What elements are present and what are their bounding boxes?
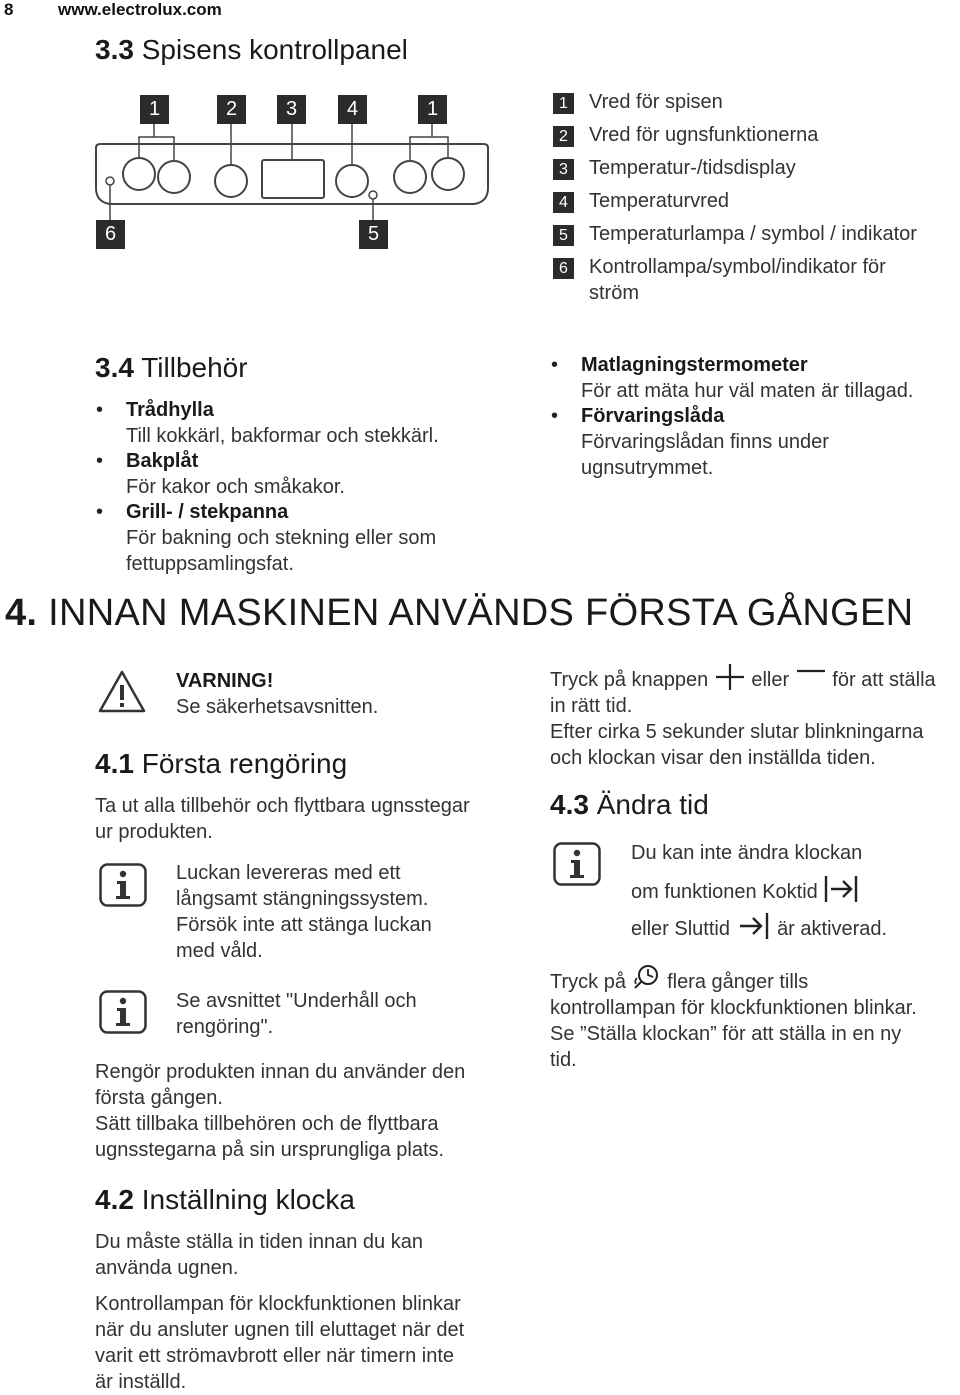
clock-function-icon	[632, 964, 662, 990]
text-line	[631, 911, 959, 942]
accessory-item	[96, 448, 526, 500]
text-line: Du kan inte ändra klockan	[631, 842, 863, 864]
section-title: Spisens kontrollpanel	[141, 34, 408, 65]
info-note	[176, 988, 536, 1040]
info-note	[631, 840, 959, 942]
section-3-3-heading	[95, 34, 408, 66]
paragraph	[550, 664, 960, 771]
paragraph	[95, 1229, 535, 1281]
text-line	[631, 874, 959, 905]
paragraph	[95, 1291, 535, 1395]
text-line: Försök inte att stänga luckan	[176, 914, 432, 936]
text-line: Se ”Ställa klockan” för att ställa in en ny	[550, 1023, 902, 1045]
section-number: 3.4	[95, 352, 134, 383]
diagram-label: 2	[217, 95, 246, 124]
text-line: Luckan levereras med ett	[176, 862, 401, 884]
text-line	[550, 664, 960, 693]
legend-number: 4	[553, 192, 574, 213]
section-3-4-heading	[95, 352, 248, 384]
paragraph	[95, 793, 535, 845]
accessory-name: Trådhylla	[126, 399, 214, 421]
text-line: när du ansluter ugnen till eluttaget när det	[95, 1319, 465, 1341]
inline-text: om funktionen Koktid	[631, 881, 818, 903]
info-note	[176, 860, 536, 964]
accessory-item	[551, 403, 959, 481]
section-title: Inställning klocka	[141, 1184, 355, 1215]
text-line: Se avsnittet "Underhåll och	[176, 990, 417, 1012]
diagram-label: 3	[277, 95, 306, 124]
inline-text: är aktiverad.	[777, 918, 888, 940]
legend-text: Kontrollampa/symbol/indikator för	[589, 256, 886, 278]
accessory-item	[96, 499, 526, 577]
bullet: •	[96, 501, 104, 523]
legend-text: Vred för spisen	[589, 91, 723, 113]
legend-text: Temperaturvred	[589, 190, 730, 212]
text-line: använda ugnen.	[95, 1257, 239, 1279]
diagram-label: 6	[96, 220, 125, 249]
bullet: •	[551, 405, 559, 427]
bullet: •	[96, 450, 104, 472]
bullet: •	[96, 399, 104, 421]
text-line: Du måste ställa in tiden innan du kan	[95, 1231, 423, 1253]
legend-text: Temperaturlampa / symbol / indikator	[589, 223, 917, 245]
text-line: in rätt tid.	[550, 695, 633, 717]
text-line: Efter cirka 5 sekunder slutar blinkningarna	[550, 721, 924, 743]
inline-text: Tryck på knappen	[550, 669, 709, 691]
section-number: 4.2	[95, 1184, 134, 1215]
legend-text: Temperatur-/tidsdisplay	[589, 157, 796, 179]
section-4-2-heading	[95, 1184, 355, 1216]
chapter-4-heading	[5, 592, 913, 635]
accessory-name: Grill- / stekpanna	[126, 501, 289, 523]
legend-number: 5	[553, 225, 574, 246]
inline-text: Tryck på	[550, 971, 626, 993]
text-line: ur produkten.	[95, 821, 213, 843]
legend-text: Vred för ugnsfunktionerna	[589, 124, 819, 146]
section-title: Tillbehör	[141, 352, 248, 383]
text-line: Rengör produkten innan du använder den	[95, 1061, 466, 1083]
chapter-title: INNAN MASKINEN ANVÄNDS FÖRSTA GÅNGEN	[48, 592, 914, 634]
text-line: tid.	[550, 1049, 577, 1071]
accessory-desc: fettuppsamlingsfat.	[126, 553, 294, 575]
section-title: Första rengöring	[141, 748, 348, 779]
text-line: och klockan visar den inställda tiden.	[550, 747, 876, 769]
legend-number: 1	[553, 93, 574, 114]
text-line: Ta ut alla tillbehör och flyttbara ugnsstegar	[95, 795, 470, 817]
chapter-number: 4.	[5, 592, 38, 634]
bullet: •	[551, 354, 559, 376]
text-line: Sätt tillbaka tillbehören och de flyttbara	[95, 1113, 439, 1135]
diagram-label: 1	[418, 95, 447, 124]
text-line: varit ett strömavbrott eller när timern inte	[95, 1345, 455, 1367]
diagram-label: 4	[338, 95, 367, 124]
accessory-item	[551, 352, 959, 404]
warning-title: VARNING!	[176, 670, 274, 692]
text-line	[550, 964, 960, 995]
accessory-name: Bakplåt	[126, 450, 199, 472]
accessory-name: Matlagningstermometer	[581, 354, 808, 376]
accessory-desc: ugnsutrymmet.	[581, 457, 714, 479]
diagram-label: 5	[359, 220, 388, 249]
text-line: Kontrollampan för klockfunktionen blinkar	[95, 1293, 461, 1315]
accessory-name: Förvaringslåda	[581, 405, 725, 427]
control-panel-diagram	[92, 92, 492, 252]
minus-icon	[795, 664, 827, 690]
diagram-label: 1	[140, 95, 169, 124]
section-4-3-heading	[550, 789, 709, 821]
legend-text: ström	[589, 282, 639, 304]
inline-text: eller	[751, 669, 790, 691]
legend-number: 6	[553, 258, 574, 279]
section-4-1-heading	[95, 748, 347, 780]
info-icon	[99, 990, 147, 1039]
paragraph	[95, 1059, 535, 1163]
section-number: 4.3	[550, 789, 589, 820]
warning-icon	[97, 669, 147, 720]
website-url: www.electrolux.com	[58, 0, 222, 19]
info-icon	[99, 863, 147, 912]
info-icon	[553, 842, 601, 891]
text-line: kontrollampan för klockfunktionen blinkar.	[550, 997, 917, 1019]
accessory-desc: Förvaringslådan finns under	[581, 431, 829, 453]
text-line: ugnsstegarna på sin ursprungliga plats.	[95, 1139, 445, 1161]
text-line: rengöring".	[176, 1016, 274, 1038]
cook-time-icon	[823, 874, 861, 904]
inline-text: för att ställa	[832, 669, 936, 691]
accessory-desc: För bakning och stekning eller som	[126, 527, 437, 549]
accessory-item	[96, 397, 526, 449]
section-number: 3.3	[95, 34, 134, 65]
accessory-desc: För kakor och småkakor.	[126, 476, 345, 498]
plus-icon	[714, 664, 746, 690]
warning-block	[176, 668, 536, 720]
paragraph	[550, 964, 960, 1073]
section-title: Ändra tid	[596, 789, 709, 820]
text-line: med våld.	[176, 940, 263, 962]
legend-number: 3	[553, 159, 574, 180]
legend-number: 2	[553, 126, 574, 147]
section-number: 4.1	[95, 748, 134, 779]
text-line: är inställd.	[95, 1371, 187, 1393]
warning-text: Se säkerhetsavsnitten.	[176, 696, 379, 718]
text-line: långsamt stängningssystem.	[176, 888, 429, 910]
end-time-icon	[736, 911, 772, 941]
page-number: 8	[4, 0, 14, 19]
accessory-desc: För att mäta hur väl maten är tillagad.	[581, 380, 914, 402]
text-line: första gången.	[95, 1087, 223, 1109]
accessory-desc: Till kokkärl, bakformar och stekkärl.	[126, 425, 439, 447]
inline-text: eller Sluttid	[631, 918, 730, 940]
inline-text: flera gånger tills	[667, 971, 809, 993]
